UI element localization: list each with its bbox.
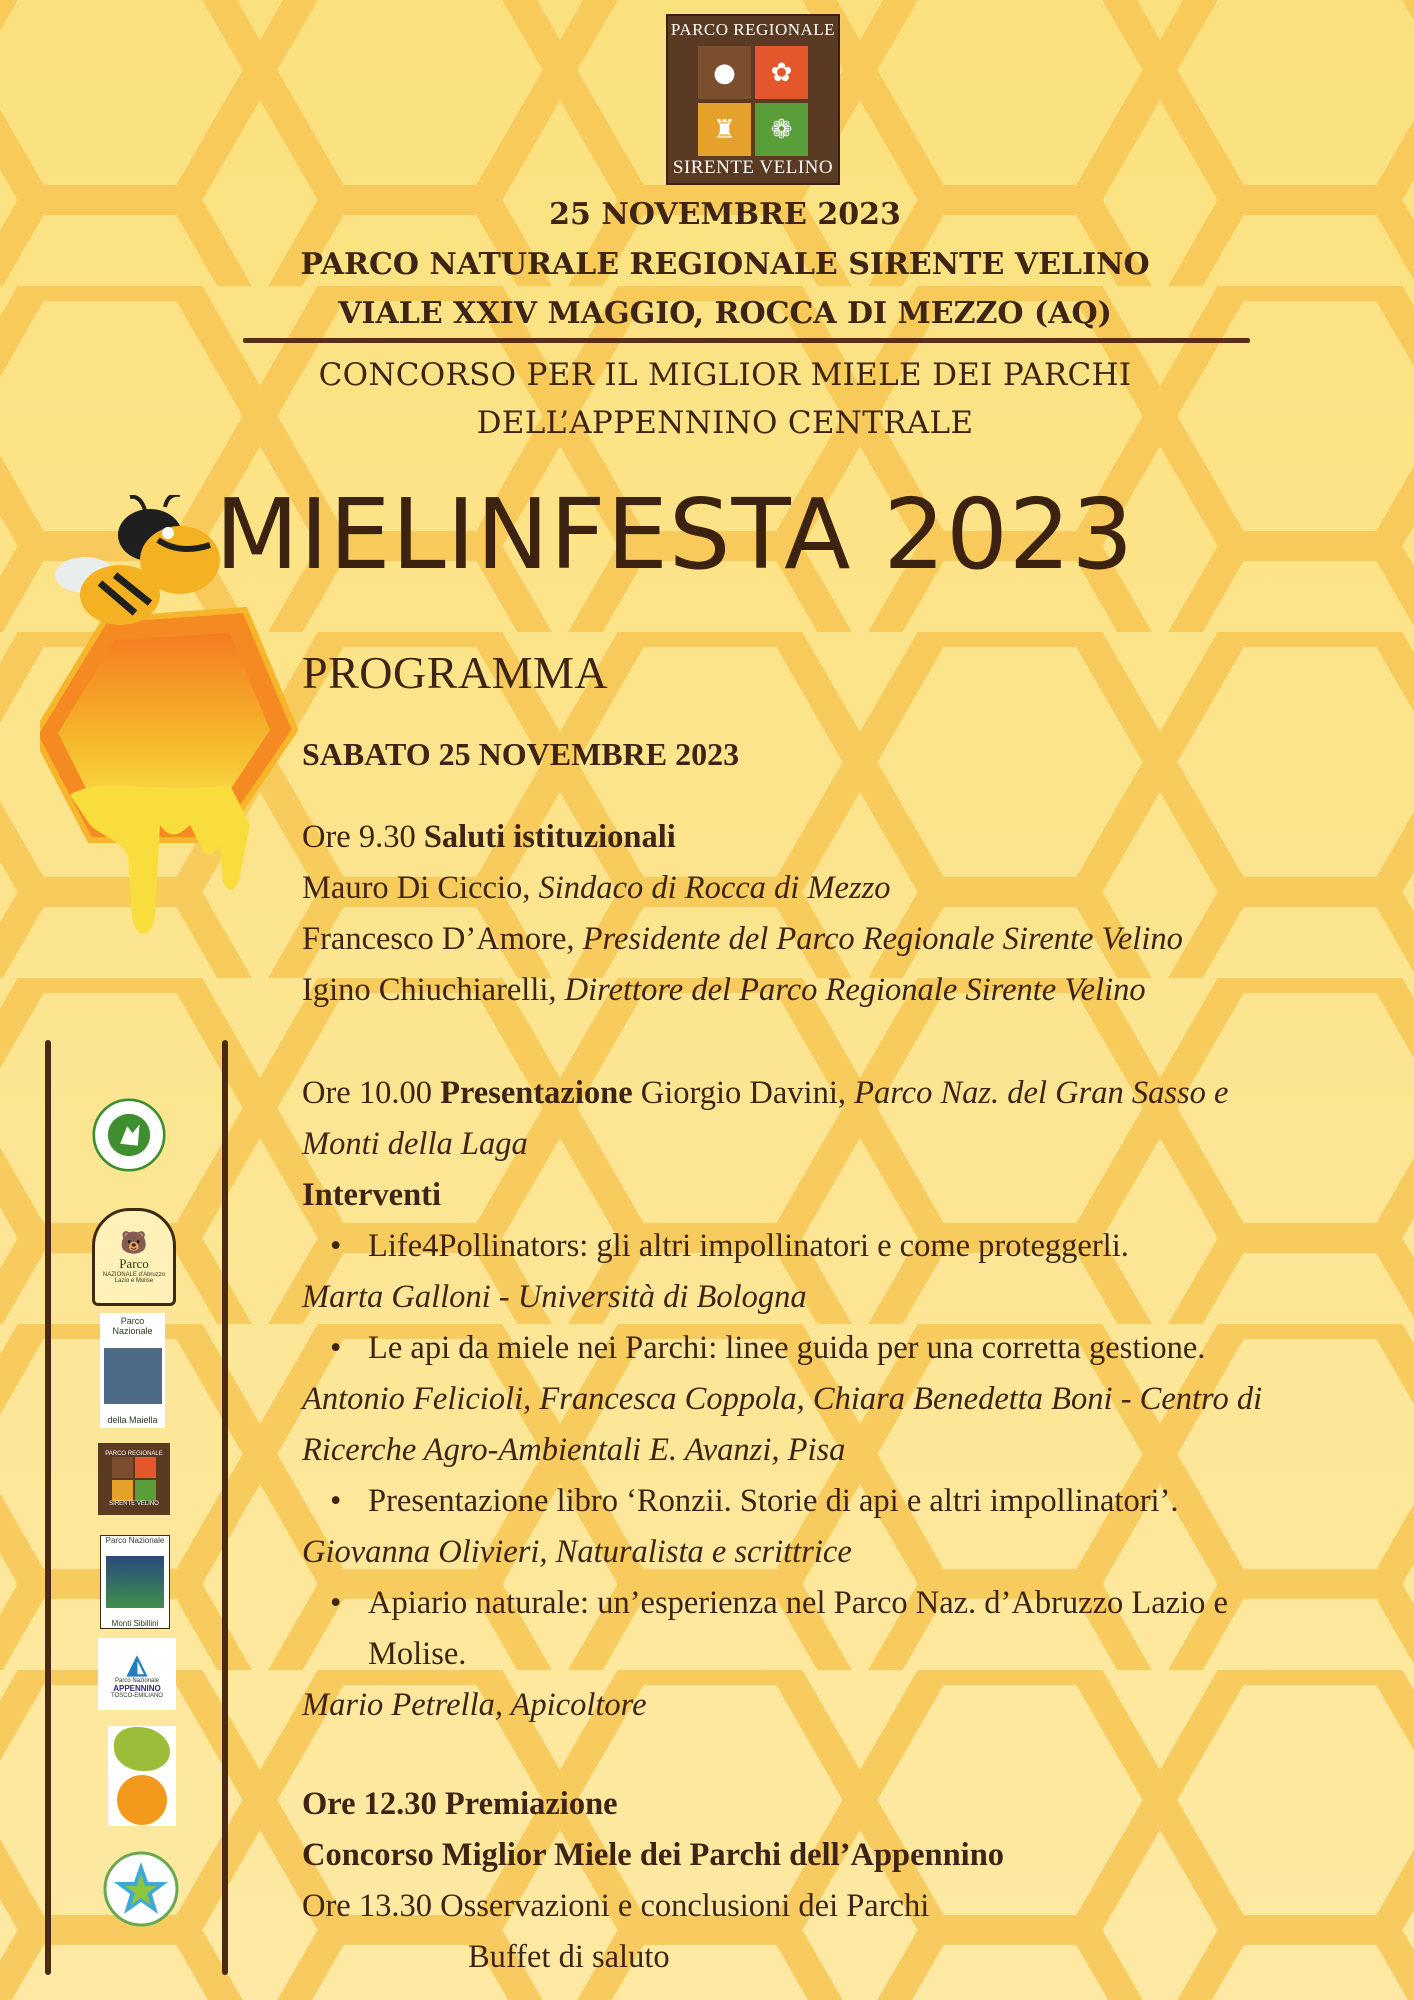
list-item: • Le api da miele nei Parchi: linee guida per una corretta gestione.	[302, 1323, 1392, 1374]
event-title: MIELINFESTA 2023	[215, 478, 1135, 591]
program-section-presentations: Ore 10.00 Presentazione Giorgio Davini, Parco Naz. del Gran Sasso e Monti della Laga Interventi • Life4Pollinators: gli altri impollinatori e come proteggerli. Marta Galloni - Università di Bologna • Le api da miele nei Parchi: linee guida per una corretta gestione. Antonio Felicioli, Francesca Coppola, Chiara Benedetta Boni - Centro di Ricerche Agro-Ambientali E. Avanzi, Pisa • Presentazione libro ‘Ronzii. Storie di api e altri impollinatori’. Giovanna Olivieri, Naturalista e scrittrice • Apiario naturale: un’esperienza nel Parco Naz. d’Abruzzo Lazio e Molise. Mario Petrella, Apicoltore	[302, 1068, 1392, 1731]
bear-icon: 🐻	[120, 1230, 148, 1255]
program-section-welcome: Ore 9.30 Saluti istituzionali Mauro Di Ciccio, Sindaco di Rocca di Mezzo Francesco D’Amore, Presidente del Parco Regionale Sirente Velino Igino Chiuchiarelli, Direttore del Parco Regionale Sirente Velino	[302, 819, 1183, 1008]
wolf-icon	[104, 1348, 162, 1404]
contest-title-line2: DELL’APPENNINO CENTRALE	[476, 405, 974, 441]
event-address: VIALE XXIV MAGGIO, ROCCA DI MEZZO (AQ)	[338, 296, 1112, 331]
abruzzo-park-logo: 🐻 Parco NAZIONALE d'Abruzzo Lazio e Molise	[92, 1208, 176, 1306]
logo-column-right-line	[222, 1040, 228, 1975]
park-logo	[666, 14, 840, 185]
logo-column-left-line	[45, 1040, 51, 1975]
park-logo-bottom-text: SIRENTE VELINO	[672, 157, 834, 178]
paw-icon: ●	[698, 46, 751, 99]
orange-green-logo	[108, 1726, 176, 1826]
event-date: 25 NOVEMBRE 2023	[549, 197, 901, 232]
program-day: SABATO 25 NOVEMBRE 2023	[302, 736, 740, 772]
castle-icon: ♜	[698, 103, 751, 156]
sirente-velino-small-logo: PARCO REGIONALE SIRENTE VELINO	[98, 1443, 170, 1515]
list-item: • Presentazione libro ‘Ronzii. Storie di api e altri impollinatori’.	[302, 1476, 1392, 1527]
flower-icon: ❁	[755, 103, 808, 156]
maiella-park-logo: Parco Nazionale della Maiella	[100, 1313, 165, 1428]
leaf-icon: ✿	[755, 46, 808, 99]
triangle-icon: ◭	[127, 1648, 147, 1679]
event-venue: PARCO NATURALE REGIONALE SIRENTE VELINO	[300, 247, 1150, 282]
header-divider	[243, 338, 1250, 343]
list-item: • Apiario naturale: un’esperienza nel Parco Naz. d’Abruzzo Lazio e	[302, 1578, 1392, 1629]
orange-circle-icon	[117, 1775, 167, 1825]
leaf-cluster-icon	[114, 1727, 170, 1771]
program-section-awards: Ore 12.30 Premiazione Concorso Miglior Miele dei Parchi dell’Appennino Ore 13.30 Osservazioni e conclusioni dei Parchi Buffet di saluto	[302, 1786, 1005, 1975]
sibillini-park-logo: Parco Nazionale Monti Sibillini	[100, 1535, 170, 1629]
mountain-icon	[106, 1556, 164, 1608]
park-logo-top-text: PARCO REGIONALE	[670, 20, 836, 39]
appennino-tosco-emiliano-logo: ◭ Parco Nazionale APPENNINO TOSCO-EMILIANO	[98, 1638, 176, 1710]
list-item: • Life4Pollinators: gli altri impollinatori e come proteggerli.	[302, 1221, 1392, 1272]
star-network-logo	[102, 1850, 180, 1928]
programma-heading: PROGRAMMA	[302, 647, 609, 698]
contest-title-line1: CONCORSO PER IL MIGLIOR MIELE DEI PARCHI	[318, 357, 1132, 393]
